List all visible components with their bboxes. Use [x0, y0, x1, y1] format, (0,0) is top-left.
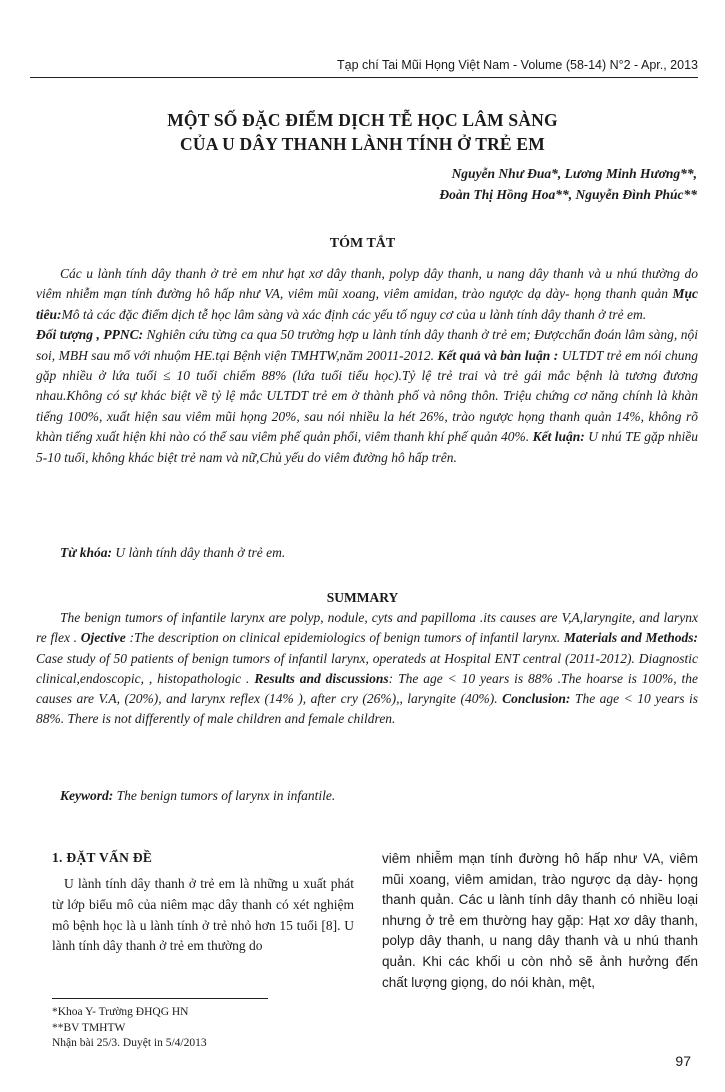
summary-intro: The benign tumors of infantile larynx are polyp, nodule, cyts and papilloma .its causes are V,A,laryngite, and larynx re flex . — [36, 610, 698, 646]
summary-objective-label: Ojective — [80, 630, 126, 646]
footnotes — [52, 1005, 207, 1052]
abstract-keyword-label: Từ khóa: — [60, 545, 112, 560]
abstract-results-text: ULTDT trẻ em nói chung gặp nhiều ở lứa tuổi ≤ 10 tuổi chiếm 88% (lứa tuổi tiểu học).Tỷ lệ trẻ trai và trẻ gái mắc bệnh là tương đương nhau.Không có sự khác biệt về tỷ lệ mắc ULTDT trẻ em ở thành phố và nông thôn. Triệu chứng cơ năng chính là khàn tiếng 100%, xuất hiện sau viêm mũi họng 20%, sau nói nhiều la hét 26%, trào ngược họng thanh quản 14%, không rõ khàn tiếng xuất hiện khi nào có thể sau viêm phế quản phổi, viêm thanh khí phế quản 40%. — [36, 347, 698, 445]
summary-results-label: Results and discussions — [254, 670, 389, 686]
authors — [439, 163, 697, 205]
title-line-1: MỘT SỐ ĐẶC ĐIỂM DỊCH TỄ HỌC LÂM SÀNG — [167, 110, 558, 130]
section-left-column — [52, 850, 354, 957]
abstract-heading: TÓM TẮT — [329, 236, 396, 251]
journal-title: Tạp chí Tai Mũi Họng Việt Nam - Volume (58-14) N°2 - Apr., 2013 — [337, 58, 698, 72]
abstract-conclusion-text: U nhú TE gặp nhiều 5-10 tuổi, không khác biệt trẻ nam và nữ,Chủ yếu do viêm đường hô hấp trên. — [36, 429, 698, 465]
page-number: 97 — [675, 1053, 691, 1069]
abstract-objective-label: Mục tiêu: — [36, 286, 699, 322]
abstract-body — [36, 264, 698, 468]
footnote-affiliation-1: *Khoa Y- Trường ĐHQG HN — [52, 1006, 189, 1018]
header-rule — [30, 77, 698, 78]
title-line-2: CỦA U DÂY THANH LÀNH TÍNH Ở TRẺ EM — [180, 134, 545, 154]
summary-objective-text: :The description on clinical epidemiologics of benign tumors of infantil larynx. — [125, 630, 561, 646]
summary-heading: SUMMARY — [326, 590, 399, 605]
summary-results-text: : The age < 10 years is 88% .The hoarse is 100%, the causes are V.A, (20%), and larynx reflex (14% ), after cry (26%),, laryngite (40%). — [36, 670, 699, 707]
abstract-intro: Các u lành tính dây thanh ở trẻ em như hạt xơ dây thanh, polyp dây thanh, u nang dây thanh và u nhú thường do viêm nhiễm mạn tính đường hô hấp như VA, viêm mũi xoang, viêm amidan, trào ngược dạ dày- họng thanh quản — [36, 266, 698, 302]
summary-methods-text: Case study of 50 patients of benign tumors of infantil larynx, operateds at Hospital ENT central (2011-2012). Diagnostic clinical,endoscopic, , histopathologic . — [36, 650, 698, 686]
section-left-text: U lành tính dây thanh ở trẻ em là những u xuất phát từ lớp biểu mô của niêm mạc dây thanh có xét nghiệm mô bệnh học là u lành tính ở trẻ nhỏ hơn 15 tuổi [8]. U lành tính dây thanh ở trẻ em thường do — [52, 876, 354, 954]
abstract-methods-text: Nghiên cứu từng ca qua 50 trường hợp u lành tính dây thanh ở trẻ em; Đượcchẩn đoán lâm sàng, nội soi, MBH sau mổ với nhuộm HE.tại Bệnh viện TMHTW,năm 20011-2012. — [36, 327, 698, 363]
footnote-affiliation-2: **BV TMHTW — [52, 1021, 126, 1034]
abstract-keywords — [36, 545, 698, 561]
summary-keywords — [36, 788, 698, 804]
article-title — [40, 108, 685, 156]
footnote-received-date: Nhận bài 25/3. Duyệt in 5/4/2013 — [52, 1037, 207, 1049]
section-right-text: viêm nhiễm mạn tính đường hô hấp như VA, viêm mũi xoang, viêm amidan, trào ngược dạ dày- họng thanh quản. Các u lành tính dây thanh có nhiều loại nhưng ở trẻ em thường hay gặp: Hạt xơ dây thanh, polyp dây thanh, u nang dây thanh và u nhú thanh quản. Khi các khối u còn nhỏ sẽ ảnh hưởng đến chất lượng giọng, do nói khàn, mệt, — [382, 851, 698, 990]
abstract-methods-label: Đối tượng , PPNC: — [36, 327, 144, 343]
footnote-rule — [52, 998, 268, 999]
summary-keyword-label: Keyword: — [60, 788, 114, 803]
abstract-objective-text: Mô tả các đặc điểm dịch tễ học lâm sàng và xác định các yếu tố nguy cơ của u lành tính dây thanh ở trẻ em. — [61, 306, 647, 322]
journal-header — [30, 58, 698, 84]
summary-body — [36, 608, 698, 730]
abstract-conclusion-label: Kết luận: — [532, 429, 585, 445]
abstract-keyword-text: U lành tính dây thanh ở trẻ em. — [111, 545, 286, 560]
abstract-results-label: Kết quả và bàn luận : — [437, 347, 559, 363]
summary-conclusion-text: The age < 10 years is 88%. There is not differently of male children and female children. — [36, 691, 698, 727]
summary-methods-label: Materials and Methods: — [563, 630, 699, 646]
summary-keyword-text: The benign tumors of larynx in infantile. — [113, 788, 336, 803]
authors-line-1: Nguyễn Như Đua*, Lương Minh Hương**, — [451, 166, 697, 181]
authors-line-2: Đoàn Thị Hồng Hoa**, Nguyễn Đình Phúc** — [439, 187, 697, 202]
summary-conclusion-label: Conclusion: — [502, 691, 571, 707]
section-heading: 1. ĐẶT VẤN ĐỀ — [52, 850, 153, 865]
